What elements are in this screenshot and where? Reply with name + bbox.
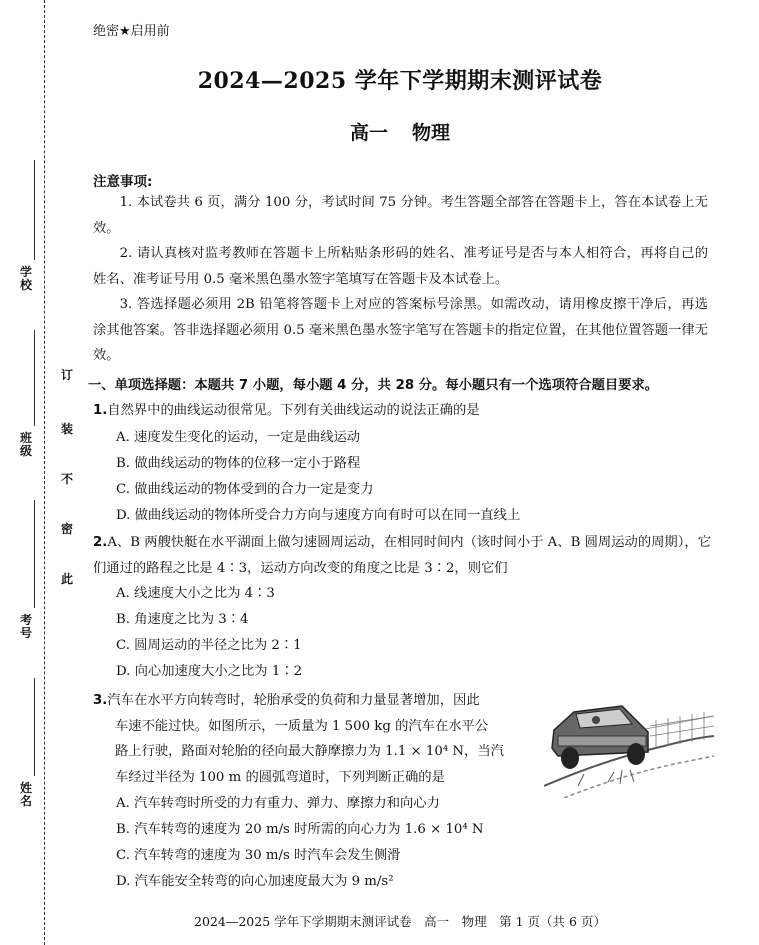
seal-char: 密 [60,522,73,536]
car-turning-image [544,690,714,798]
grade-label: 高一 [349,122,388,144]
seal-char: 不 [60,472,73,486]
question-text: A、B 两艘快艇在水平湖面上做匀速圆周运动，在相同时间内（该时间小于 A、B 圆周运动的周期），它们通过的路程之比是 4∶3，运动方向改变的角度之比是 3∶2，则它们 [93,535,711,576]
option: B. 汽车转弯的速度为 20 m/s 时所需的向心力为 1.6 × 10⁴ N [116,822,484,837]
option: D. 向心加速度大小之比为 1∶2 [116,664,303,679]
question-3-stem [93,688,543,790]
page-footer: 2024—2025 学年下学期期末测评试卷 高一 物理 第 1 页（共 6 页） [194,914,606,929]
notice-item: 2. 请认真核对监考教师在答题卡上所粘贴条形码的姓名、准考证号是否与本人相符合，再将自己的姓名、准考证号用 0.5 毫米黑色墨水签字笔填写在答题卡及本试卷上。 [93,246,708,287]
question-text-line: 汽车在水平方向转弯时，轮胎承受的负荷和力量显著增加，因此 [107,693,480,708]
subject-label: 物理 [412,122,451,144]
question-text: 自然界中的曲线运动很常见。下列有关曲线运动的说法正确的是 [107,403,480,418]
option: C. 圆周运动的半径之比为 2∶1 [116,638,302,653]
question-text-line: 路上行驶，路面对轮胎的径向最大静摩擦力为 1.1 × 10⁴ N，当汽 [115,744,504,759]
notice-item: 1. 本试卷共 6 页，满分 100 分，考试时间 75 分钟。考生答题全部答在答题卡上，答在本试卷上无效。 [93,195,708,236]
option: A. 速度发生变化的运动，一定是曲线运动 [116,430,361,445]
school-field[interactable] [34,160,35,260]
class-field[interactable] [34,330,35,426]
question-text-line: 车速不能过快。如图所示，一质量为 1 500 kg 的汽车在水平公 [115,718,489,734]
section-heading: 一、单项选择题：本题共 7 小题，每小题 4 分，共 28 分。每小题只有一个选项符合题目要求。 [88,378,659,393]
binding-dashed-line [44,0,45,945]
option: C. 做曲线运动的物体受到的合力一定是变力 [116,482,374,497]
option: D. 汽车能安全转弯的向心加速度最大为 9 m/s² [116,874,394,889]
seal-char: 装 [60,422,73,436]
question-number: 3. [93,693,108,708]
notice-item: 3. 答选择题必须用 2B 铅笔将答题卡上对应的答案标号涂黑。如需改动，请用橡皮擦干净后，再选涂其他答案。答非选择题必须用 0.5 毫米黑色墨水签字笔写在答题卡的指定位置，在其他位置答题一律无效。 [93,297,708,363]
option: B. 做曲线运动的物体的位移一定小于路程 [116,456,361,471]
option: A. 线速度大小之比为 4∶3 [116,586,275,601]
class-label: 班级 [19,431,32,458]
question-text-line: 车经过半径为 100 m 的圆弧弯道时，下列判断正确的是 [115,769,445,785]
seal-char: 此 [60,572,73,586]
question-number: 1. [93,403,108,418]
option: D. 做曲线运动的物体所受合力方向与速度方向有时可以在同一直线上 [116,508,521,523]
exam-title: 2024—2025 学年下学期期末测评试卷 [197,68,603,94]
option: A. 汽车转弯时所受的力有重力、弹力、摩擦力和向心力 [116,796,440,811]
school-label: 学校 [19,265,32,292]
exam-no-label: 考号 [19,613,32,640]
seal-char: 订 [60,368,73,382]
question-number: 2. [93,535,108,550]
exam-subtitle [90,118,710,145]
name-field[interactable] [34,678,35,776]
car-illustration [544,690,714,798]
question-1-stem [93,398,708,424]
option: C. 汽车转弯的速度为 30 m/s 时汽车会发生侧滑 [116,848,401,863]
confidential-mark: 绝密★启用前 [93,24,170,39]
option: B. 角速度之比为 3∶4 [116,612,249,627]
question-2-stem [93,530,711,581]
notice-heading: 注意事项: [93,174,153,190]
exam-no-field[interactable] [34,500,35,608]
name-label: 姓名 [19,781,32,808]
